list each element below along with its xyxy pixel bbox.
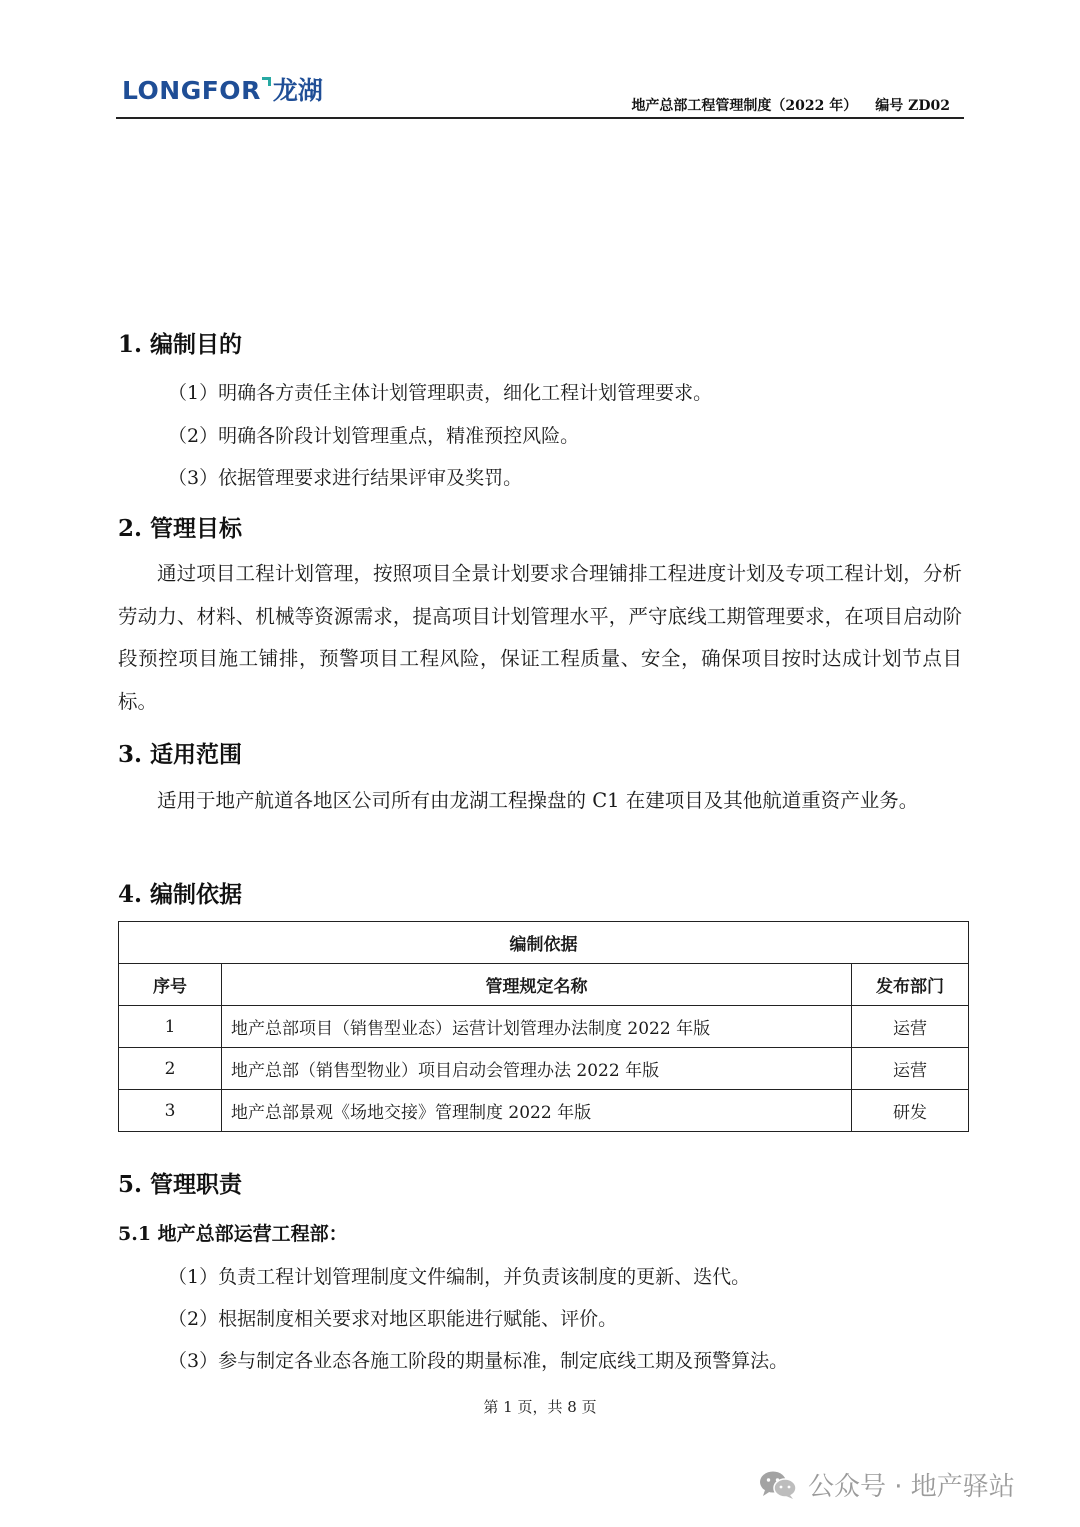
cell-index: 1 (119, 1006, 222, 1048)
duty-item-2: （2）根据制度相关要求对地区职能进行赋能、评价。 (168, 1308, 618, 1330)
scope-paragraph: 适用于地产航道各地区公司所有由龙湖工程操盘的 C1 在建项目及其他航道重资产业务。 (157, 789, 919, 812)
cell-regulation-name: 地产总部景观《场地交接》管理制度 2022 年版 (222, 1090, 852, 1132)
duty-item-1: （1）负责工程计划管理制度文件编制，并负责该制度的更新、迭代。 (168, 1266, 751, 1288)
longfor-logo (122, 76, 323, 106)
table-row (119, 1048, 969, 1090)
document-header-info (631, 95, 950, 115)
cell-department: 研发 (852, 1090, 969, 1132)
cell-department: 运营 (852, 1006, 969, 1048)
subsection-heading-ops-engineering: 5.1 地产总部运营工程部： (118, 1223, 348, 1245)
cell-index: 2 (119, 1048, 222, 1090)
purpose-item-3: （3）依据管理要求进行结果评审及奖罚。 (168, 467, 523, 489)
document-code: 编号 ZD02 (875, 98, 950, 114)
logo-text-en: LONGFOR (122, 76, 261, 105)
watermark-text: 公众号 · 地产驿站 (808, 1472, 1015, 1502)
column-header-name: 管理规定名称 (222, 964, 852, 1006)
header-divider (116, 117, 964, 119)
basis-table (118, 921, 969, 1132)
cell-index: 3 (119, 1090, 222, 1132)
section-heading-goals: 2. 管理目标 (118, 515, 243, 542)
table-header-row (119, 964, 969, 1006)
cell-regulation-name: 地产总部项目（销售型业态）运营计划管理办法制度 2022 年版 (222, 1006, 852, 1048)
column-header-department: 发布部门 (852, 964, 969, 1006)
logo-corner-mark-icon (262, 77, 271, 86)
goals-paragraph: 通过项目工程计划管理，按照项目全景计划要求合理铺排工程进度计划及专项工程计划，分析劳动力、材料、机械等资源需求，提高项目计划管理水平，严守底线工期管理要求，在项目启动阶段预控项目施工铺排，预警项目工程风险，保证工程质量、安全，确保项目按时达成计划节点目标。 (118, 562, 962, 714)
duty-item-3: （3）参与制定各业态各施工阶段的期量标准，制定底线工期及预警算法。 (168, 1350, 789, 1372)
column-header-index: 序号 (119, 964, 222, 1006)
section-heading-basis: 4. 编制依据 (118, 881, 243, 908)
wechat-icon (758, 1470, 798, 1500)
cell-regulation-name: 地产总部（销售型物业）项目启动会管理办法 2022 年版 (222, 1048, 852, 1090)
table-row (119, 1090, 969, 1132)
table-caption: 编制依据 (119, 922, 969, 964)
logo-text-cn: 龙湖 (272, 76, 323, 105)
section-heading-purpose: 1. 编制目的 (118, 331, 243, 358)
page-number: 第 1 页，共 8 页 (483, 1398, 597, 1416)
cell-department: 运营 (852, 1048, 969, 1090)
purpose-item-2: （2）明确各阶段计划管理重点，精准预控风险。 (168, 425, 580, 447)
watermark (758, 1466, 1015, 1503)
section-heading-scope: 3. 适用范围 (118, 741, 243, 768)
document-title: 地产总部工程管理制度（2022 年） (631, 98, 858, 114)
section-heading-duties: 5. 管理职责 (118, 1171, 243, 1198)
purpose-item-1: （1）明确各方责任主体计划管理职责，细化工程计划管理要求。 (168, 382, 713, 404)
table-row (119, 1006, 969, 1048)
